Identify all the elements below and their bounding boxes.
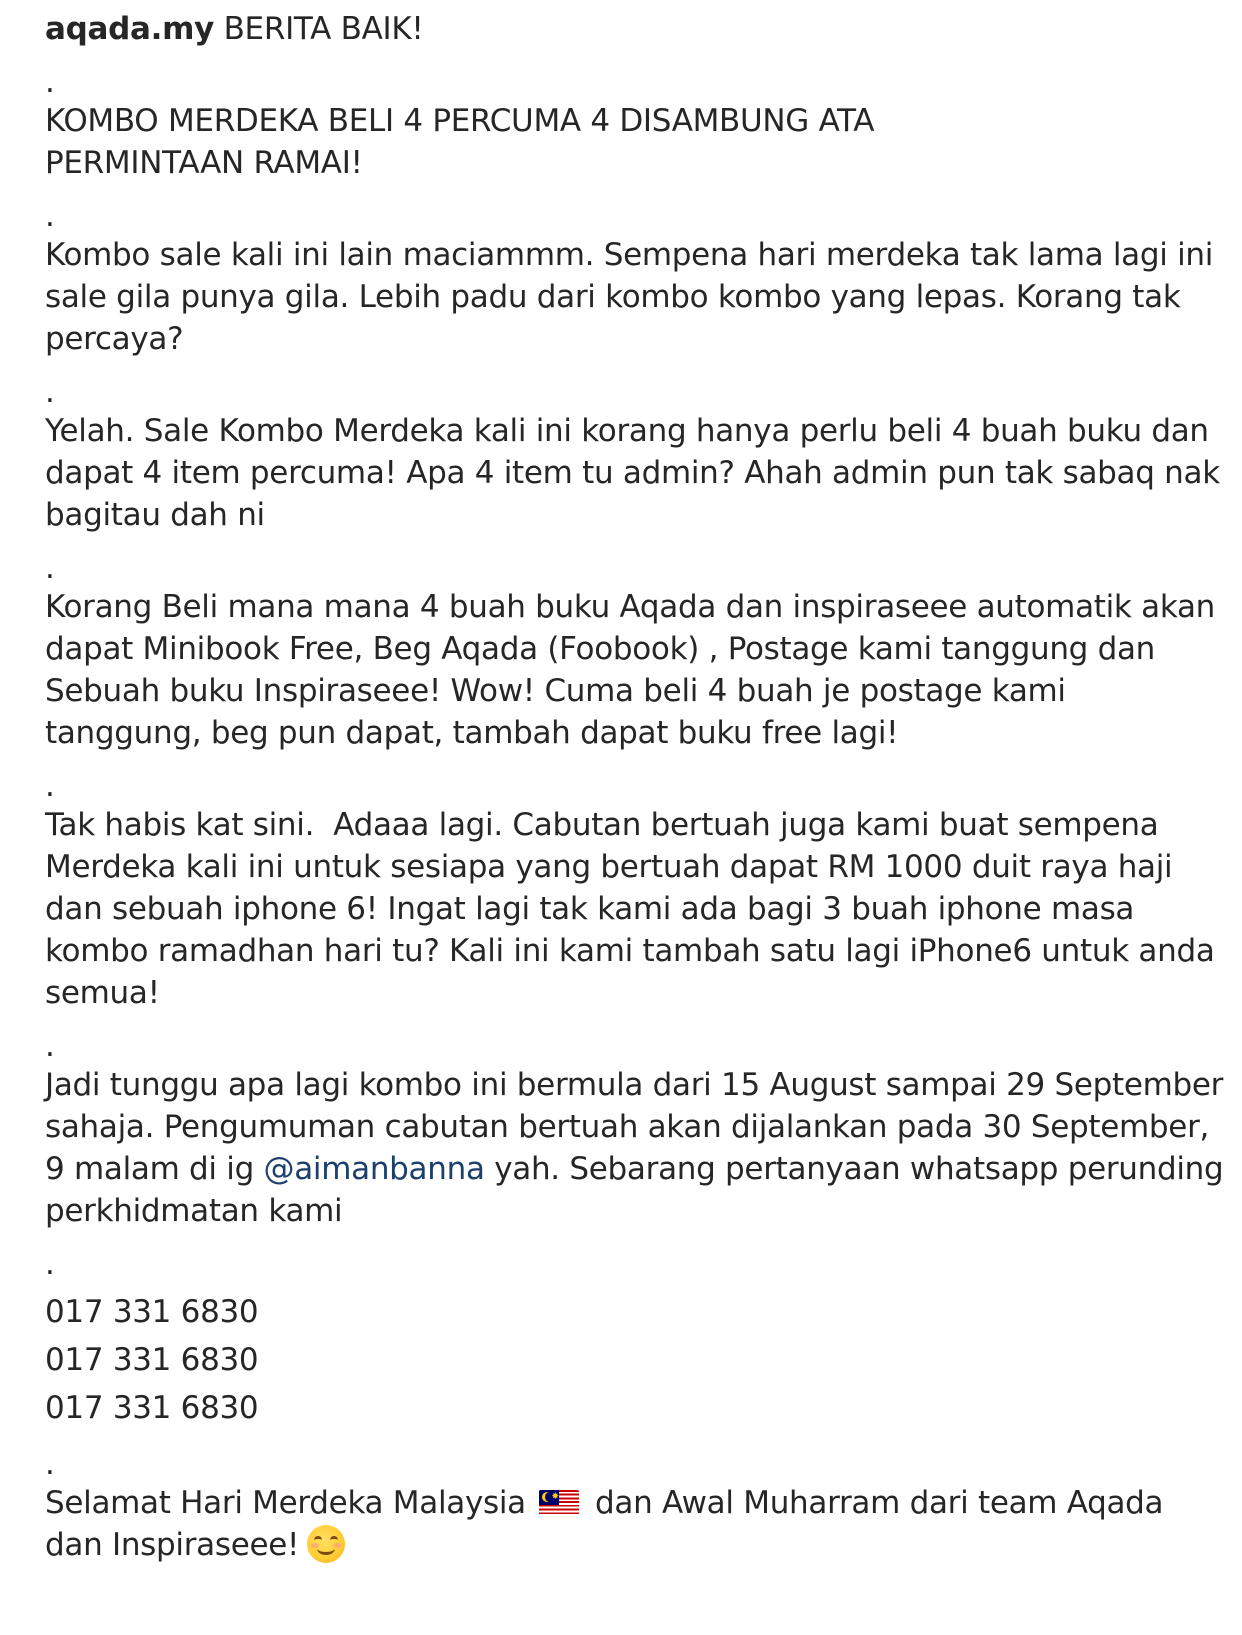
separator-dot: . [45, 374, 55, 410]
dates-text: Jadi tunggu apa lagi kombo ini bermula dari 15 August sampai 29 September sahaja. Pengumuman cabutan bertuah akan dijalankan pada 30 September, 9 malam di ig [45, 1067, 1233, 1187]
malaysia-flag-icon: ✸ [539, 1490, 579, 1516]
closing-greeting [45, 1482, 1225, 1566]
separator-dot: . [45, 768, 55, 804]
closing-text-end: dan Awal Muharram dari team Aqada dan Inspiraseee! [45, 1485, 1173, 1563]
separator-dot: . [45, 1246, 55, 1282]
contact-text: yah. Sebarang pertanyaan whatsapp perunding perkhidmatan kami [45, 1151, 1233, 1229]
paragraph-offer: Yelah. Sale Kombo Merdeka kali ini korang hanya perlu beli 4 buah buku dan dapat 4 item percuma! Apa 4 item tu admin? Ahah admin pun tak sabaq nak bagitau dah ni [45, 413, 1230, 533]
separator-dot: . [45, 1446, 55, 1482]
phone-list [45, 1288, 1225, 1432]
phone-number[interactable]: 017 331 6830 [45, 1342, 259, 1378]
post-caption [45, 8, 1233, 1566]
separator-dot: . [45, 64, 55, 100]
mention-link[interactable]: @aimanbanna [263, 1151, 485, 1187]
paragraph-dates [45, 1064, 1233, 1232]
smiling-face-icon [307, 1525, 345, 1563]
paragraph-lucky-draw: Tak habis kat sini. Adaaa lagi. Cabutan bertuah juga kami buat sempena Merdeka kali ini untuk sesiapa yang bertuah dapat RM 1000 duit raya haji dan sebuah iphone 6! Ingat lagi tak kami ada bagi 3 buah iphone masa kombo ramadhan hari tu? Kali ini kami tambah satu lagi iPhone6 untuk anda semua! [45, 807, 1225, 1011]
separator-dot: . [45, 198, 55, 234]
username-link[interactable]: aqada.my [45, 11, 215, 47]
closing-text-start: Selamat Hari Merdeka Malaysia [45, 1485, 526, 1521]
headline-text: BERITA BAIK! [223, 11, 424, 47]
separator-dot: . [45, 550, 55, 586]
phone-number[interactable]: 017 331 6830 [45, 1294, 259, 1330]
caption-header [45, 8, 1225, 50]
paragraph-intro: Kombo sale kali ini lain maciammm. Sempena hari merdeka tak lama lagi ini sale gila punya gila. Lebih padu dari kombo kombo yang lepas. Korang tak percaya? [45, 237, 1223, 357]
paragraph-free-items: Korang Beli mana mana 4 buah buku Aqada dan inspiraseee automatik akan dapat Minibook Free, Beg Aqada (Foobook) , Postage kami tanggung dan Sebuah buku Inspiraseee! Wow! Cuma beli 4 buah je postage kami tanggung, beg pun dapat, tambah dapat buku free lagi! [45, 589, 1225, 751]
phone-number[interactable]: 017 331 6830 [45, 1390, 259, 1426]
promo-title: KOMBO MERDEKA BELI 4 PERCUMA 4 DISAMBUNG ATA PERMINTAAN RAMAI! [45, 103, 884, 181]
separator-dot: . [45, 1028, 55, 1064]
